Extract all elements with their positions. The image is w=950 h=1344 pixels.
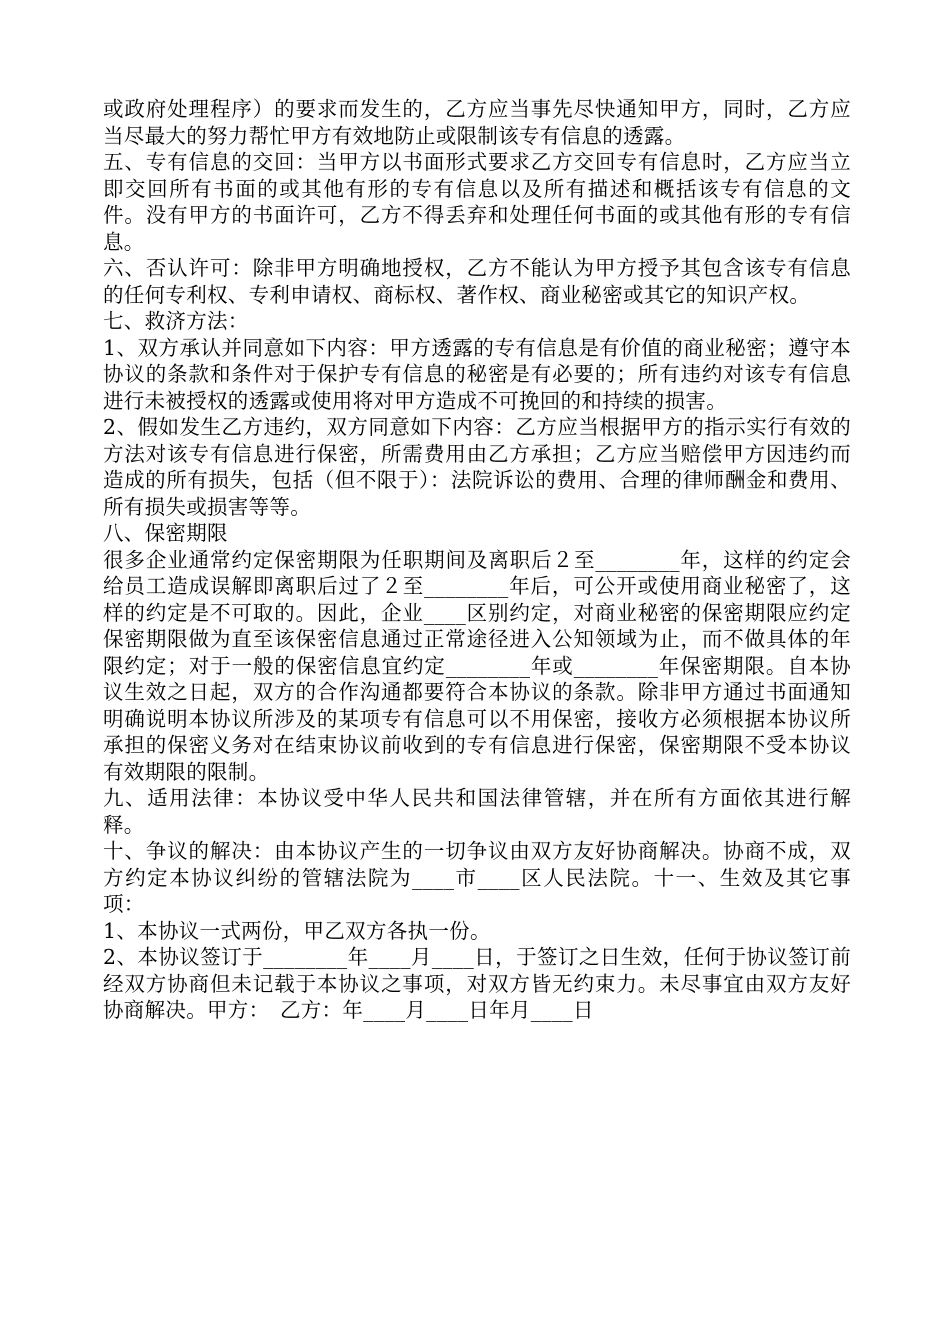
paragraph-governing-law: 九、适用法律：本协议受中华人民共和国法律管辖，并在所有方面依其进行解释。 [103, 786, 851, 837]
paragraph-copies: 1、本协议一式两份，甲乙双方各执一份。 [103, 918, 491, 943]
paragraph-confidentiality-period: 很多企业通常约定保密期限为任职期间及离职后２至________年，这样的约定会给员工造成误解即离职后过了２至________年后，可公开或使用商业秘密了，这样的约定是不可取的。因此，企业____区别约定，对商业秘密的保密期限应约定保密期限做为直至该保密信息通过正常途径进入公知领域为止，而不做具体的年限约定；对于一般的保密信息宜约定________年或________年保密期限。自本协议生效之日起，双方的合作沟通都要符合本协议的条款。除非甲方通过书面通知明确说明本协议所涉及的某项专有信息可以不用保密，接收方必须根据本协议所承担的保密义务对在结束协议前收到的专有信息进行保密，保密期限不受本协议有效期限的限制。 [103, 547, 851, 784]
paragraph-remedies-2: 2、假如发生乙方违约，双方同意如下内容：乙方应当根据甲方的指示实行有效的方法对该专有信息进行保密，所需费用由乙方承担；乙方应当赔偿甲方因违约而造成的所有损失，包括（但不限于）：法院诉讼的费用、合理的律师酬金和费用、所有损失或损害等等。 [103, 415, 851, 519]
paragraph-remedies-1: 1、双方承认并同意如下内容：甲方透露的专有信息是有价值的商业秘密；遵守本协议的条款和条件对于保护专有信息的秘密是有必要的；所有违约对该专有信息进行未被授权的透露或使用将对甲方造成不可挽回的和持续的损害。 [103, 335, 851, 413]
section-heading-remedies: 七、救济方法： [103, 309, 249, 333]
paragraph-no-license: 六、否认许可：除非甲方明确地授权，乙方不能认为甲方授予其包含该专有信息的任何专利权、专利申请权、商标权、著作权、商业秘密或其它的知识产权。 [103, 256, 851, 307]
document-page [103, 96, 851, 1024]
paragraph-disclosure-notice: 或政府处理程序）的要求而发生的，乙方应当事先尽快通知甲方，同时，乙方应当尽最大的努力帮忙甲方有效地防止或限制该专有信息的透露。 [103, 97, 851, 148]
section-heading-confidentiality-period: 八、保密期限 [103, 521, 228, 545]
paragraph-return-of-information: 五、专有信息的交回：当甲方以书面形式要求乙方交回专有信息时，乙方应当立即交回所有书面的或其他有形的专有信息以及所有描述和概括该专有信息的文件。没有甲方的书面许可，乙方不得丢弃和处理任何书面的或其他有形的专有信息。 [103, 150, 851, 254]
paragraph-signing: 2、本协议签订于________年____月____日，于签订之日生效，任何于协议签订前经双方协商但未记载于本协议之事项，对双方皆无约束力。未尽事宜由双方友好协商解决。甲方： 乙方：年____月____日年月____日 [103, 945, 851, 1022]
paragraph-dispute-resolution: 十、争议的解决：由本协议产生的一切争议由双方友好协商解决。协商不成，双方约定本协议纠纷的管辖法院为____市____区人民法院。十一、生效及其它事项： [103, 839, 851, 916]
